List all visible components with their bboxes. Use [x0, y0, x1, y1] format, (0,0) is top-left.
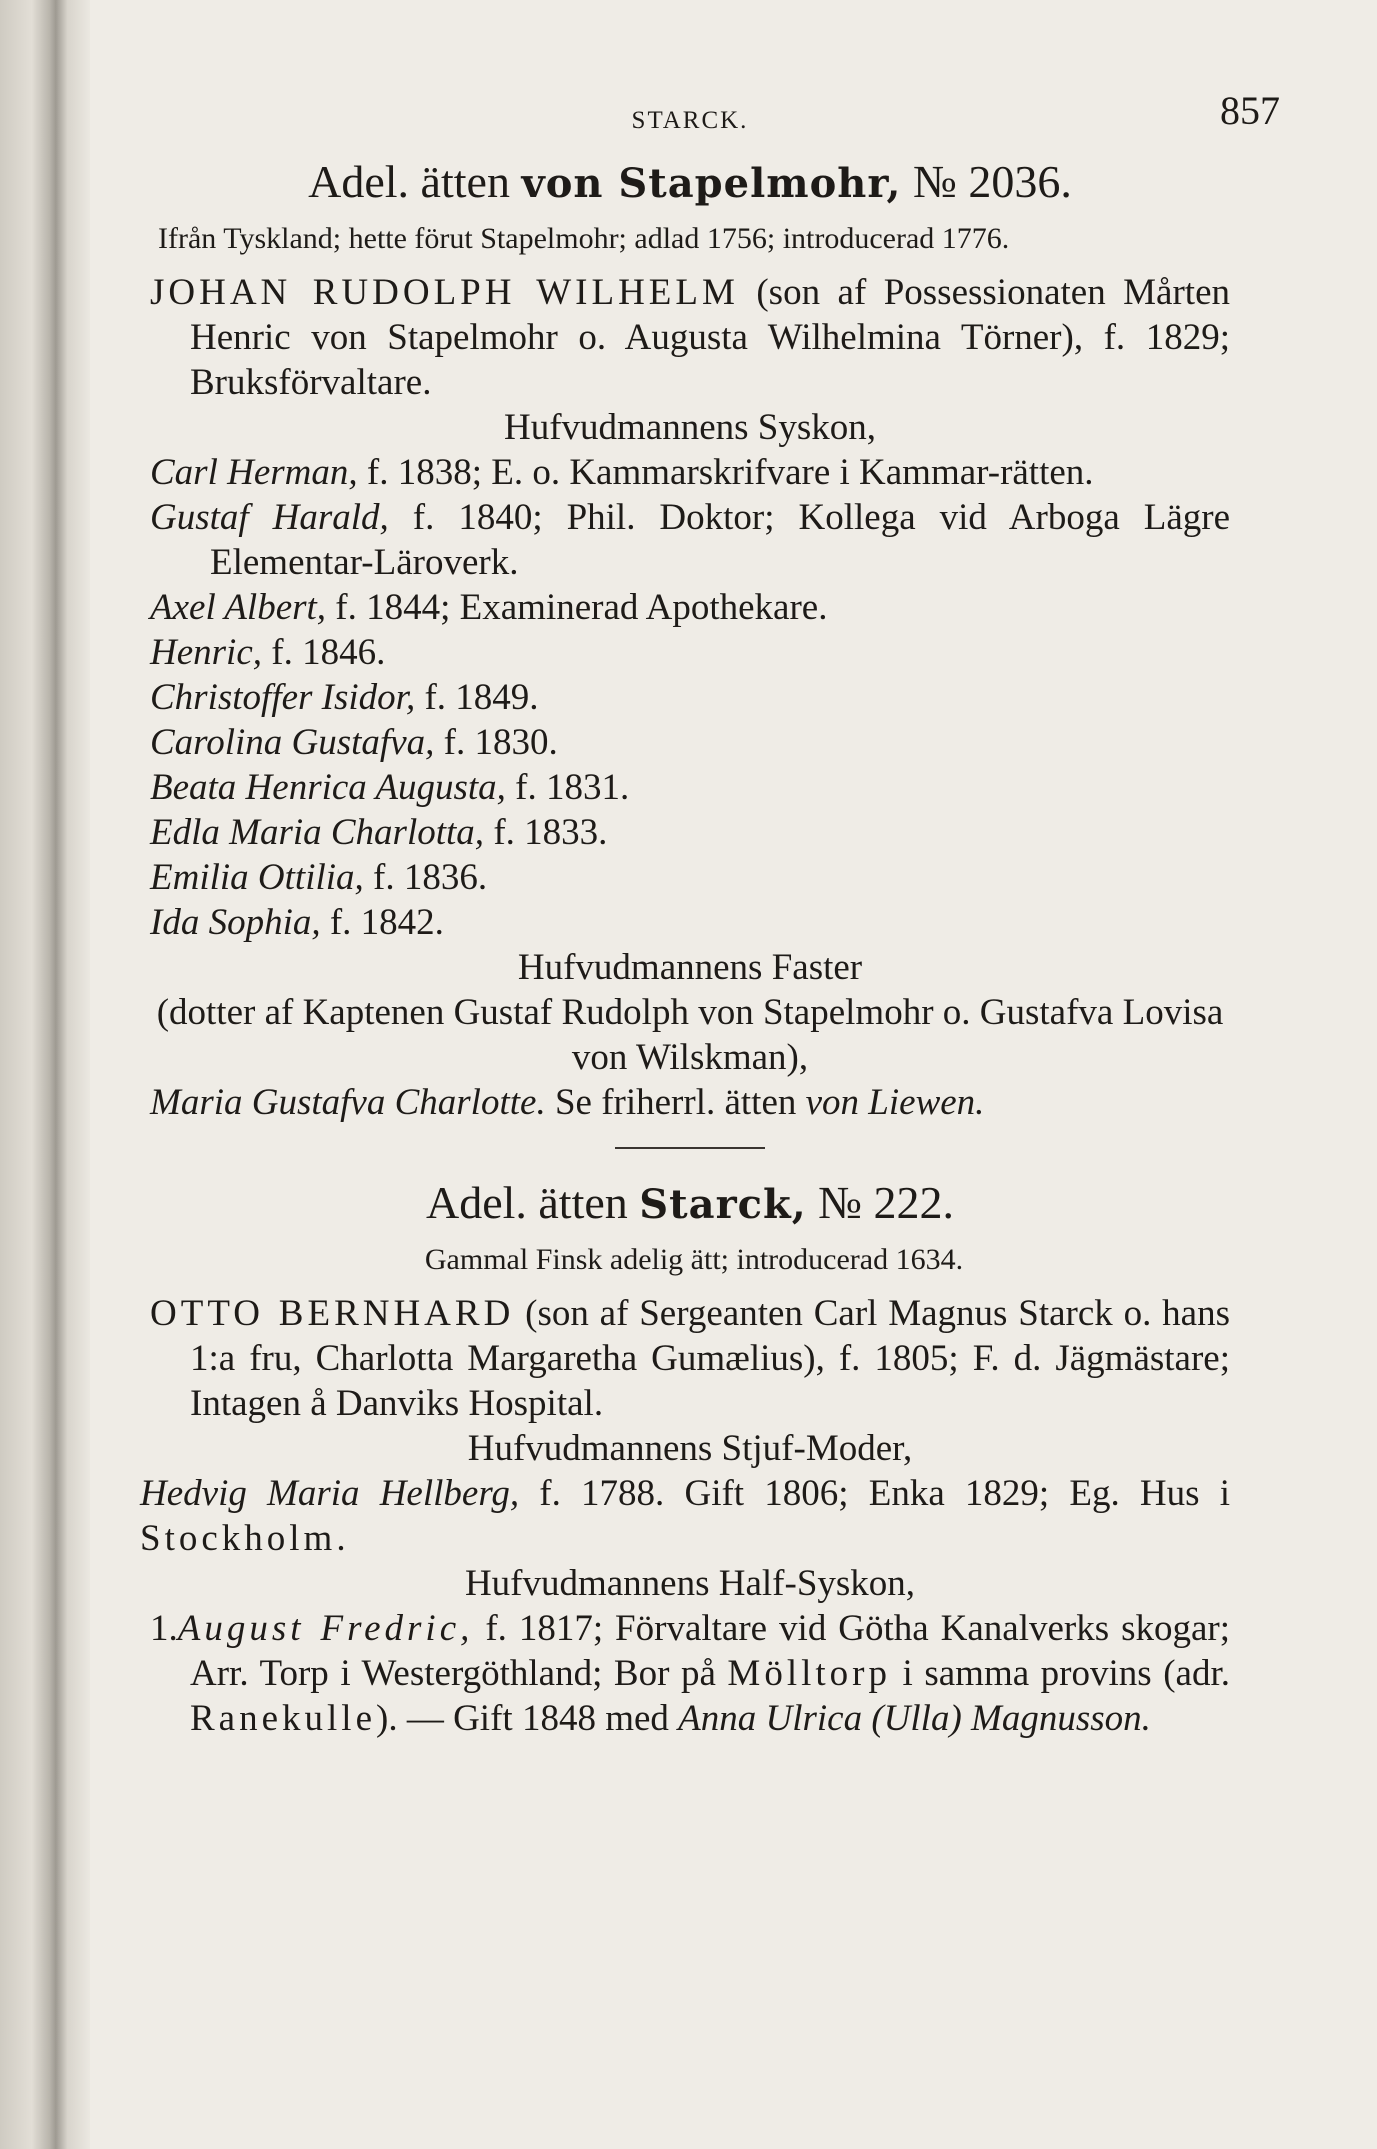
halfsib-place2: Ranekulle — [190, 1698, 377, 1739]
sibling-name: Beata Henrica Augusta, — [150, 767, 506, 808]
sibling-name: Gustaf Harald, — [150, 497, 389, 538]
heading-family-name: Starck, — [639, 1181, 807, 1228]
sibling-name: Carolina Gustafva, — [150, 722, 435, 763]
sibling-text: f. 1838; E. o. Kammarskrifvare i Kammar-rätten. — [357, 452, 1094, 493]
aunt-reference: von Liewen. — [805, 1082, 985, 1123]
sibling-text: f. 1830. — [434, 722, 558, 763]
heading-family-name: von Stapelmohr, — [521, 160, 902, 207]
aunts-caption: Hufvudmannens Faster — [517, 947, 863, 988]
aunt-name: Maria Gustafva Charlotte. — [150, 1082, 546, 1123]
sibling-text: f. 1844; Examinerad Apothekare. — [326, 587, 828, 628]
sibling-entry — [150, 765, 1230, 810]
sibling-entry — [150, 630, 1230, 675]
sibling-entry — [150, 675, 1230, 720]
running-head-title: STARCK. — [631, 107, 749, 134]
head-of-family-entry — [150, 1291, 1230, 1426]
stepmother-place: Stockholm. — [140, 1518, 350, 1559]
sibling-name: Henric, — [150, 632, 262, 673]
family-heading-starck — [150, 1173, 1230, 1235]
sibling-name: Emilia Ottilia, — [150, 857, 364, 898]
sibling-text: f. 1842. — [320, 902, 444, 943]
sibling-entry — [150, 900, 1230, 945]
sibling-name: Ida Sophia, — [150, 902, 321, 943]
sibling-text: f. 1836. — [363, 857, 488, 898]
heading-prefix: Adel. ätten — [308, 156, 510, 207]
sibling-name: Edla Maria Charlotta, — [150, 812, 485, 853]
siblings-caption: Hufvudmannens Syskon, — [503, 407, 877, 448]
heading-prefix: Adel. ätten — [425, 1177, 628, 1228]
running-head — [150, 80, 1280, 140]
halfsib-place: Mölltorp — [727, 1653, 891, 1694]
sibling-name: Axel Albert, — [150, 587, 327, 628]
stepmother-entry — [140, 1471, 1230, 1561]
halfsib-caption: Hufvudmannens Half-Syskon, — [464, 1563, 916, 1604]
sibling-entry — [150, 810, 1230, 855]
halfsib-number: 1. — [150, 1608, 178, 1649]
head-text: (son af Possessionaten Mårten Henric von Stapelmohr o. Augusta Wilhelmina Törner), f. 1829; Bruksförvaltare. — [190, 272, 1230, 403]
sibling-text: f. 1833. — [484, 812, 608, 853]
book-spine — [0, 0, 90, 2149]
family-intro: Ifrån Tyskland; hette förut Stapelmohr; adlad 1756; introducerad 1776. — [158, 222, 1010, 255]
page-number: 857 — [1220, 88, 1280, 133]
sibling-entry — [150, 495, 1230, 585]
head-text: (son af Sergeanten Carl Magnus Starck o. hans 1:a fru, Charlotta Margaretha Gumælius), f. 1805; F. d. Jägmästare; Intagen å Danviks Hospital. — [190, 1293, 1230, 1424]
family-heading-stapelmohr — [150, 152, 1230, 214]
sibling-entry — [150, 720, 1230, 765]
sibling-entry — [150, 855, 1230, 900]
head-of-family-entry — [150, 270, 1230, 405]
halfsib-entry — [150, 1606, 1230, 1741]
family-intro: Gammal Finsk adelig ätt; introducerad 1634. — [424, 1243, 964, 1276]
sibling-entry — [150, 585, 1230, 630]
aunt-text: Se friherrl. ätten — [545, 1082, 806, 1123]
sibling-text: f. 1846. — [262, 632, 386, 673]
aunts-parent: (dotter af Kaptenen Gustaf Rudolph von Stapelmohr o. Gustafva Lovisa von Wilskman), — [156, 992, 1224, 1078]
halfsib-text: f. 1817; Förvaltare vid Götha Kanalverks skogar; Arr. Torp i Westergöthland; Bor på — [190, 1608, 1230, 1694]
aunt-entry — [150, 1080, 1230, 1125]
stepmother-text: f. 1788. Gift 1806; Enka 1829; Eg. Hus i — [519, 1473, 1230, 1514]
sibling-text: f. 1831. — [505, 767, 630, 808]
sibling-entry — [150, 450, 1230, 495]
heading-number: № 2036. — [912, 156, 1072, 207]
sibling-text: f. 1849. — [415, 677, 539, 718]
head-name: OTTO BERNHARD — [150, 1293, 515, 1334]
halfsib-name: August Fredric, — [177, 1608, 474, 1649]
heading-number: № 222. — [818, 1177, 955, 1228]
sibling-name: Christoffer Isidor, — [150, 677, 416, 718]
stepmother-caption: Hufvudmannens Stjuf-Moder, — [467, 1428, 913, 1469]
section-divider — [615, 1147, 765, 1149]
sibling-text: f. 1840; Phil. Doktor; Kollega vid Arboga Lägre Elementar-Läroverk. — [210, 497, 1231, 583]
halfsib-text2: i samma provins (adr. — [890, 1653, 1230, 1694]
page-content — [140, 80, 1280, 1741]
stepmother-name: Hedvig Maria Hellberg, — [140, 1473, 520, 1514]
halfsib-text3: ). — Gift 1848 med — [376, 1698, 679, 1739]
head-name: JOHAN RUDOLPH WILHELM — [150, 272, 739, 313]
sibling-name: Carl Herman, — [150, 452, 358, 493]
halfsib-spouse: Anna Ulrica (Ulla) Magnusson. — [678, 1698, 1151, 1739]
